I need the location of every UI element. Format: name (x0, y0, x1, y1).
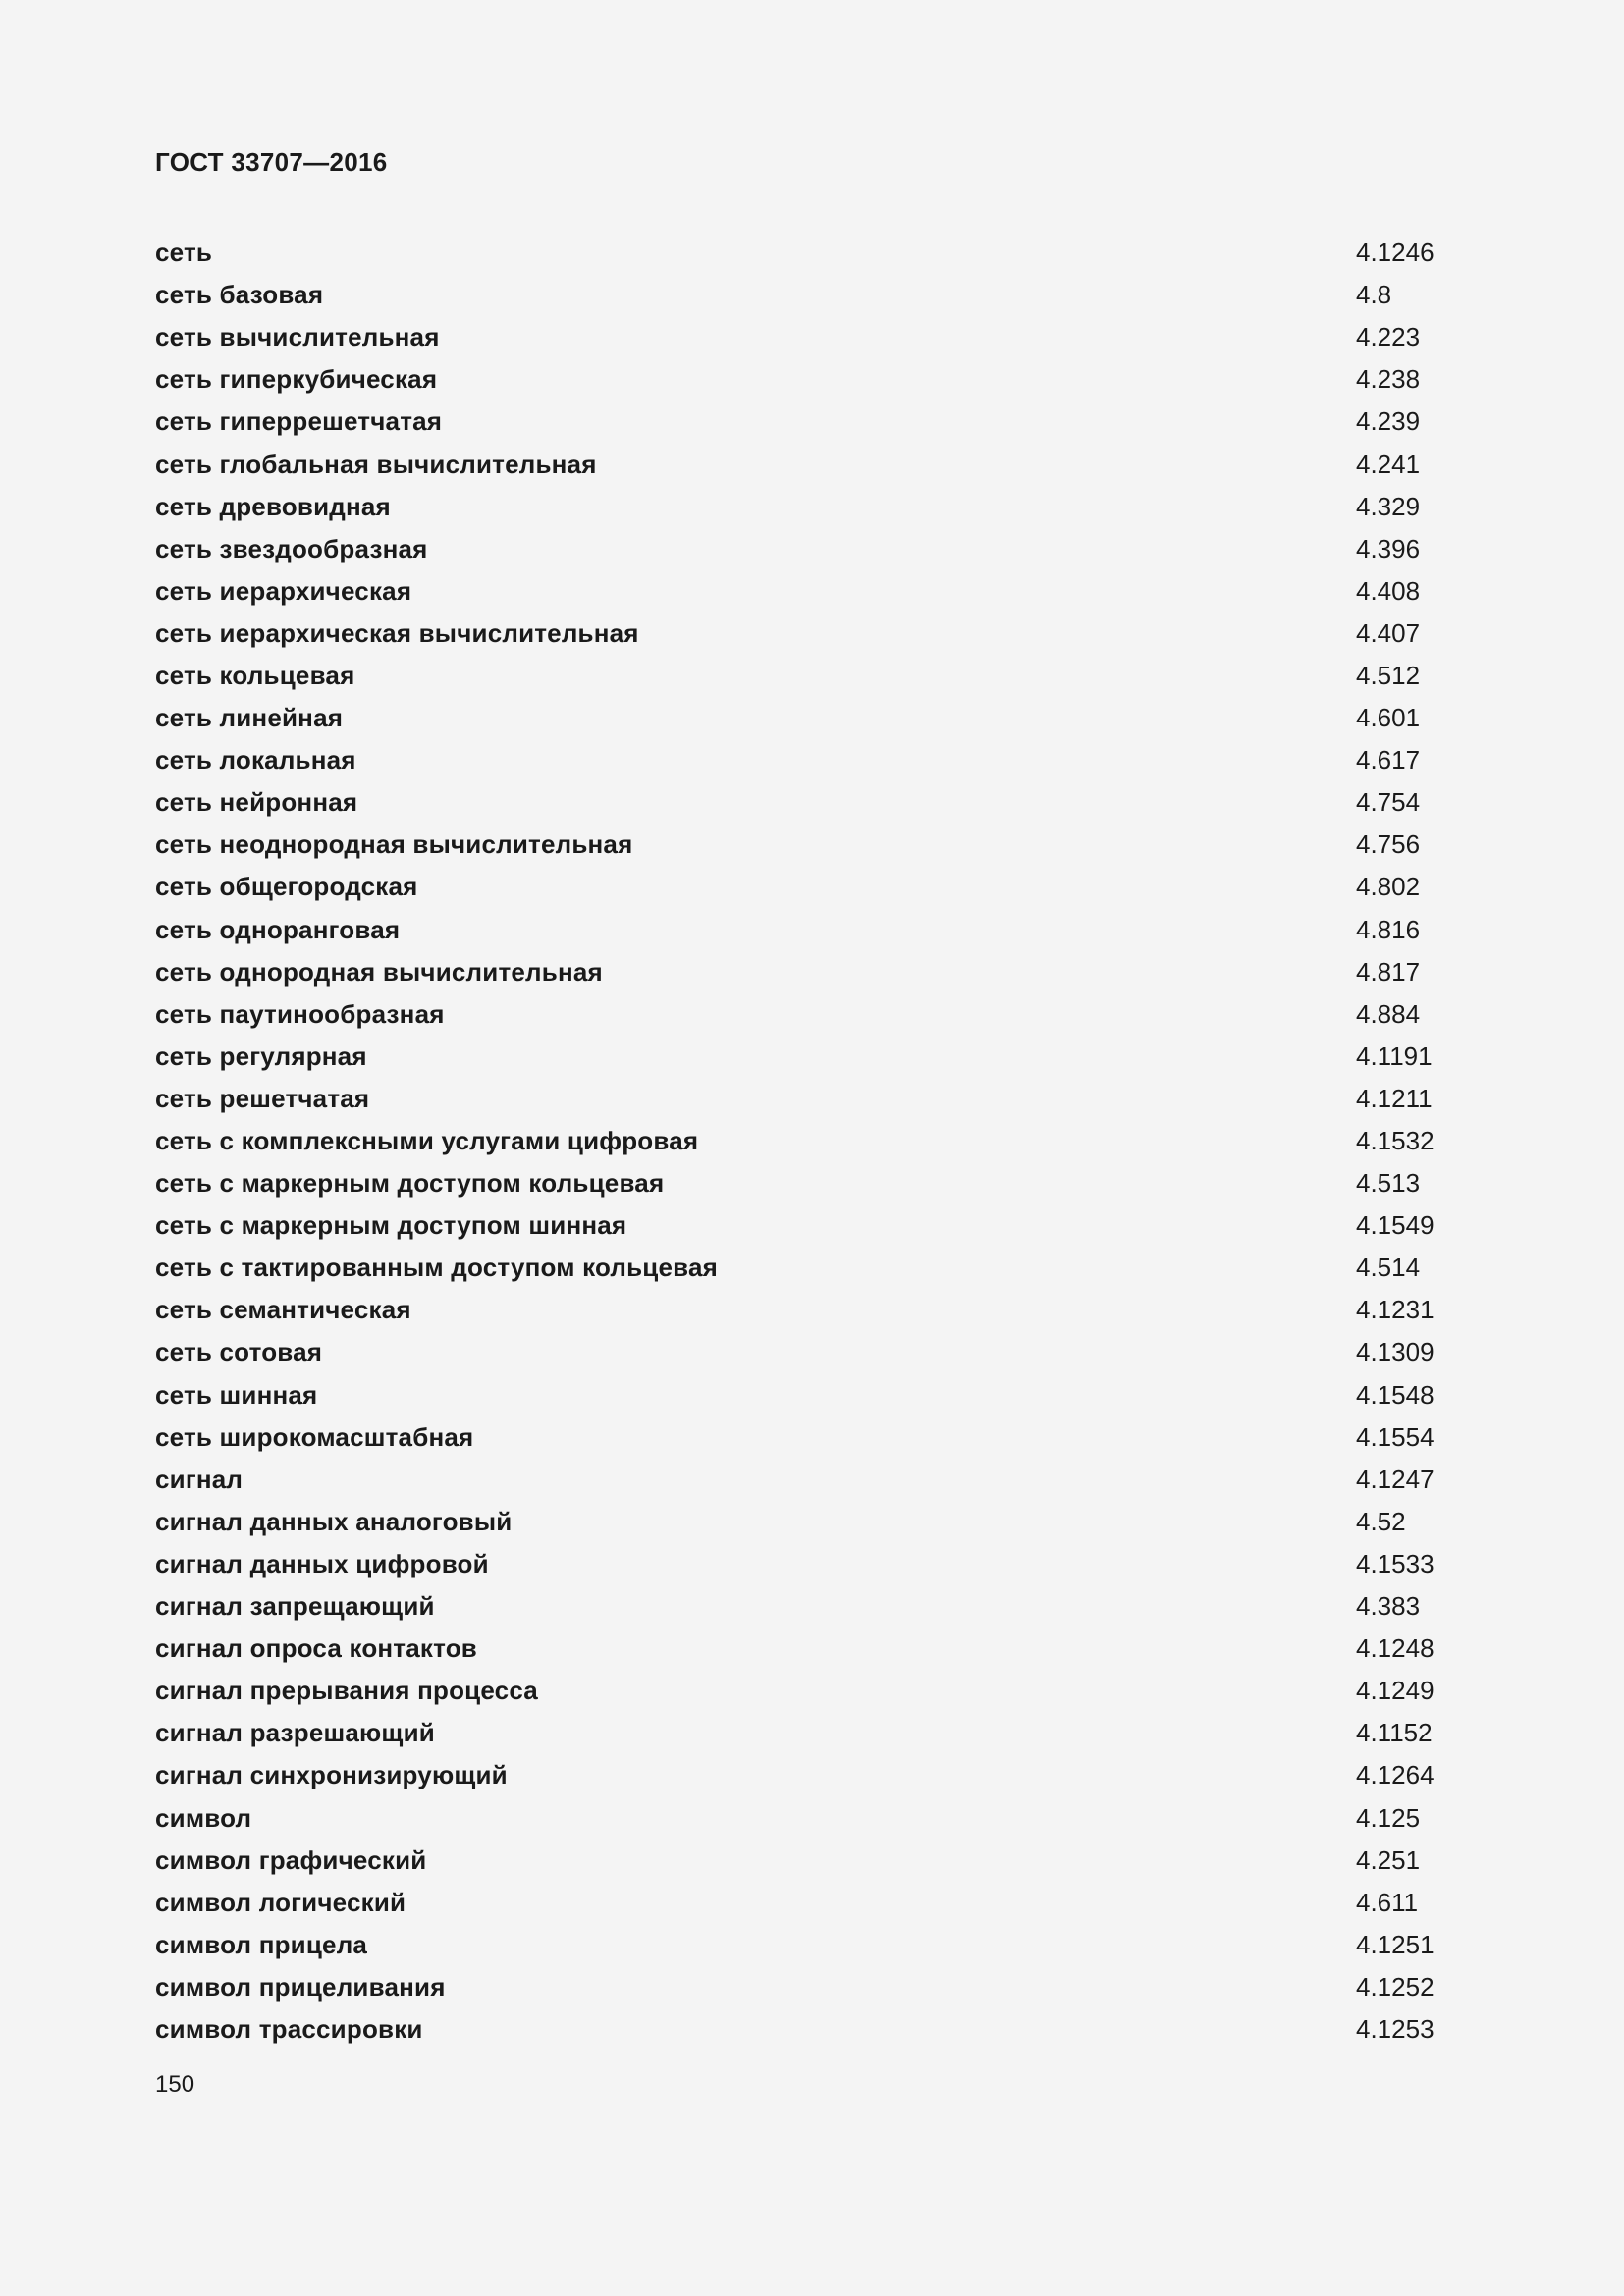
index-term: сигнал синхронизирующий (155, 1760, 508, 1790)
index-term: сигнал (155, 1464, 244, 1494)
index-entry (155, 697, 1451, 739)
index-term: сеть древовидная (155, 491, 391, 521)
index-term: сеть широкомасштабная (155, 1421, 474, 1452)
index-term: сеть локальная (155, 745, 356, 775)
index-term: сеть звездообразная (155, 533, 428, 563)
index-reference: 4.1264 (1356, 1760, 1435, 1790)
index-term: сеть с тактированным доступом кольцевая (155, 1253, 719, 1283)
index-reference: 4.512 (1356, 660, 1421, 690)
index-term: сеть базовая (155, 280, 324, 310)
index-entry (155, 1840, 1451, 1882)
index-term: сеть общегородская (155, 872, 418, 902)
index-term: символ прицеливания (155, 1971, 446, 2002)
index-entry (155, 570, 1451, 613)
index-term: сеть гиперрешетчатая (155, 406, 443, 437)
index-reference: 4.1152 (1356, 1718, 1433, 1748)
index-reference: 4.816 (1356, 914, 1421, 944)
index-entry (155, 1585, 1451, 1628)
index-entry (155, 358, 1451, 400)
index-entry (155, 1924, 1451, 1966)
index-reference: 4.1246 (1356, 238, 1435, 268)
index-reference: 4.238 (1356, 364, 1421, 395)
index-term: сеть с маркерным доступом шинная (155, 1210, 627, 1241)
index-entry (155, 1416, 1451, 1459)
index-entry (155, 909, 1451, 951)
index-term: сигнал данных цифровой (155, 1548, 489, 1578)
index-term: сеть иерархическая (155, 575, 412, 606)
index-reference: 4.817 (1356, 956, 1421, 987)
index-term: сеть шинная (155, 1379, 318, 1410)
index-entry (155, 400, 1451, 443)
index-reference: 4.125 (1356, 1802, 1421, 1833)
index-term: символ трассировки (155, 2013, 423, 2044)
index-entry (155, 781, 1451, 824)
index-entry (155, 824, 1451, 866)
index-reference: 4.223 (1356, 322, 1421, 352)
index-reference: 4.407 (1356, 617, 1421, 648)
index-term: сеть регулярная (155, 1041, 367, 1071)
index-term: сеть одноранговая (155, 914, 401, 944)
index-reference: 4.1554 (1356, 1421, 1435, 1452)
index-reference: 4.513 (1356, 1168, 1421, 1199)
index-term: сеть однородная вычислительная (155, 956, 603, 987)
index-entry (155, 739, 1451, 781)
index-reference: 4.1309 (1356, 1337, 1435, 1367)
index-entry (155, 866, 1451, 908)
index-reference: 4.239 (1356, 406, 1421, 437)
index-reference: 4.1249 (1356, 1676, 1435, 1706)
index-term: сеть решетчатая (155, 1083, 370, 1113)
index-reference: 4.1191 (1356, 1041, 1433, 1071)
index-reference: 4.1533 (1356, 1548, 1435, 1578)
index-reference: 4.756 (1356, 829, 1421, 860)
index-term: сеть неоднородная вычислительная (155, 829, 633, 860)
document-header: ГОСТ 33707—2016 (155, 147, 388, 177)
index-entry (155, 1331, 1451, 1373)
index-term: сеть с комплексными услугами цифровая (155, 1126, 699, 1156)
index-term: сеть семантическая (155, 1295, 411, 1325)
index-reference: 4.8 (1356, 280, 1392, 310)
index-entry (155, 1712, 1451, 1754)
index-reference: 4.241 (1356, 449, 1421, 479)
index-entry (155, 951, 1451, 993)
index-entry (155, 1162, 1451, 1204)
index-entry (155, 1670, 1451, 1712)
index-reference: 4.1252 (1356, 1971, 1435, 2002)
index-reference: 4.1251 (1356, 1929, 1435, 1959)
index-entry (155, 613, 1451, 655)
index-entry (155, 1543, 1451, 1585)
index-term: сеть иерархическая вычислительная (155, 617, 639, 648)
index-term: сеть глобальная вычислительная (155, 449, 597, 479)
index-reference: 4.329 (1356, 491, 1421, 521)
index-term: сеть (155, 238, 213, 268)
index-term: символ прицела (155, 1929, 368, 1959)
index-entry (155, 1078, 1451, 1120)
index-entry (155, 1289, 1451, 1331)
index-term: сеть сотовая (155, 1337, 323, 1367)
index-entry (155, 1459, 1451, 1501)
index-entry (155, 1882, 1451, 1924)
index-reference: 4.1231 (1356, 1295, 1435, 1325)
index-term: сигнал прерывания процесса (155, 1676, 538, 1706)
index-term: сигнал данных аналоговый (155, 1506, 513, 1536)
index-entry (155, 1796, 1451, 1839)
index-term: сигнал запрещающий (155, 1591, 435, 1622)
index-reference: 4.396 (1356, 533, 1421, 563)
index-term: сигнал разрешающий (155, 1718, 435, 1748)
index-entry (155, 2008, 1451, 2051)
index-entry (155, 443, 1451, 485)
index-term: символ (155, 1802, 252, 1833)
index-reference: 4.1247 (1356, 1464, 1435, 1494)
index-entry (155, 1374, 1451, 1416)
index-reference: 4.1253 (1356, 2013, 1435, 2044)
index-entry (155, 1036, 1451, 1078)
index-entry (155, 1204, 1451, 1247)
index-reference: 4.1248 (1356, 1633, 1435, 1664)
index-reference: 4.617 (1356, 745, 1421, 775)
page-number: 150 (155, 2071, 195, 2098)
index-reference: 4.884 (1356, 998, 1421, 1029)
index-reference: 4.754 (1356, 787, 1421, 818)
index-term: сигнал опроса контактов (155, 1633, 477, 1664)
index-reference: 4.408 (1356, 575, 1421, 606)
index-term: символ графический (155, 1844, 427, 1875)
index-entry (155, 486, 1451, 528)
index-reference: 4.514 (1356, 1253, 1421, 1283)
index-term: символ логический (155, 1887, 406, 1917)
index-entry (155, 274, 1451, 316)
index-entry (155, 993, 1451, 1036)
index-entry (155, 528, 1451, 570)
index-entry (155, 1628, 1451, 1670)
index-reference: 4.802 (1356, 872, 1421, 902)
index-entry (155, 1247, 1451, 1289)
index-reference: 4.1532 (1356, 1126, 1435, 1156)
index-reference: 4.1549 (1356, 1210, 1435, 1241)
index-term: сеть вычислительная (155, 322, 440, 352)
index-term: сеть линейная (155, 703, 344, 733)
index-entry (155, 1754, 1451, 1796)
index-entry (155, 316, 1451, 358)
term-index-list (155, 232, 1451, 2051)
index-reference: 4.52 (1356, 1506, 1406, 1536)
index-entry (155, 655, 1451, 697)
index-term: сеть паутинообразная (155, 998, 445, 1029)
index-reference: 4.383 (1356, 1591, 1421, 1622)
index-reference: 4.1548 (1356, 1379, 1435, 1410)
index-entry (155, 1120, 1451, 1162)
index-term: сеть нейронная (155, 787, 358, 818)
index-entry (155, 1966, 1451, 2008)
index-reference: 4.251 (1356, 1844, 1421, 1875)
index-term: сеть гиперкубическая (155, 364, 438, 395)
index-reference: 4.1211 (1356, 1083, 1433, 1113)
index-reference: 4.611 (1356, 1887, 1419, 1917)
index-reference: 4.601 (1356, 703, 1421, 733)
index-entry (155, 232, 1451, 274)
index-term: сеть с маркерным доступом кольцевая (155, 1168, 665, 1199)
index-entry (155, 1501, 1451, 1543)
index-term: сеть кольцевая (155, 660, 355, 690)
